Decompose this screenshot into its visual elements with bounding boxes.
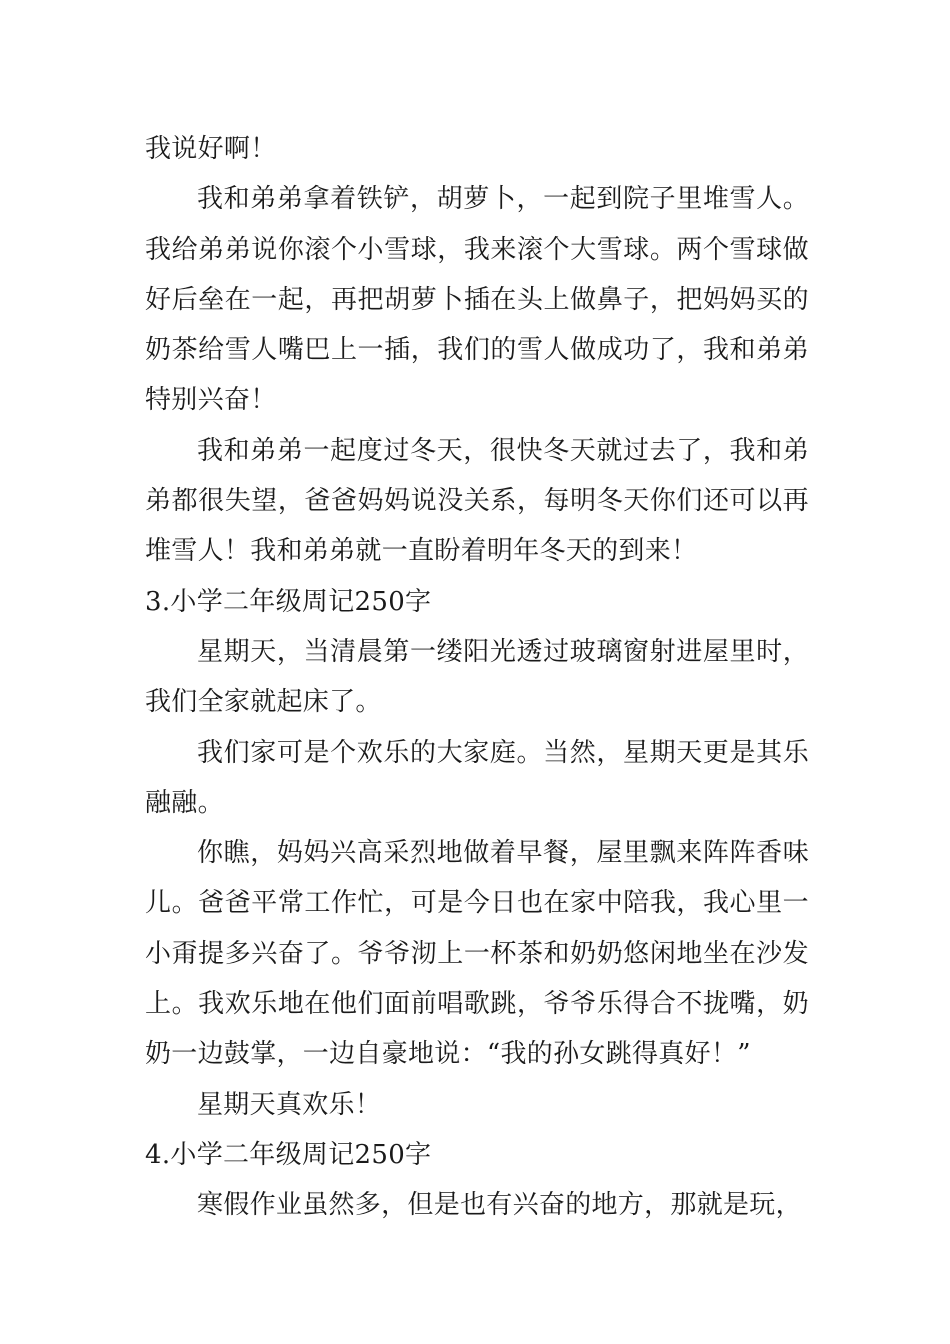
paragraph: 你瞧，妈妈兴高采烈地做着早餐，屋里飘来阵阵香味儿。爸爸平常工作忙，可是今日也在家中陪我，我心里一小甭提多兴奋了。爷爷沏上一杯茶和奶奶悠闲地坐在沙发上。我欢乐地在他们面前唱歌跳，爷爷乐得合不拢嘴，奶奶一边鼓掌，一边自豪地说：“我的孙女跳得真好！” xyxy=(145,838,809,1070)
paragraph: 我们家可是个欢乐的大家庭。当然，星期天更是其乐融融。 xyxy=(145,737,809,818)
section-heading: 3.小学二年级周记250字 xyxy=(145,586,432,617)
paragraph: 星期天真欢乐！ xyxy=(197,1089,382,1120)
section-heading: 4.小学二年级周记250字 xyxy=(145,1139,432,1170)
paragraph: 星期天，当清晨第一缕阳光透过玻璃窗射进屋里时，我们全家就起床了。 xyxy=(145,636,809,718)
document-body xyxy=(145,124,809,1231)
paragraph: 我说好啊！ xyxy=(145,134,277,164)
paragraph: 我和弟弟一起度过冬天，很快冬天就过去了，我和弟弟都很失望，爸爸妈妈说没关系，每明冬天你们还可以再堆雪人！我和弟弟就一直盼着明年冬天的到来！ xyxy=(145,435,809,567)
paragraph: 我和弟弟拿着铁铲，胡萝卜，一起到院子里堆雪人。我给弟弟说你滚个小雪球，我来滚个大雪球。两个雪球做好后垒在一起，再把胡萝卜插在头上做鼻子，把妈妈买的奶茶给雪人嘴巴上一插，我们的雪人做成功了，我和弟弟特别兴奋！ xyxy=(145,184,809,416)
paragraph: 寒假作业虽然多，但是也有兴奋的地方，那就是玩， xyxy=(197,1190,802,1221)
